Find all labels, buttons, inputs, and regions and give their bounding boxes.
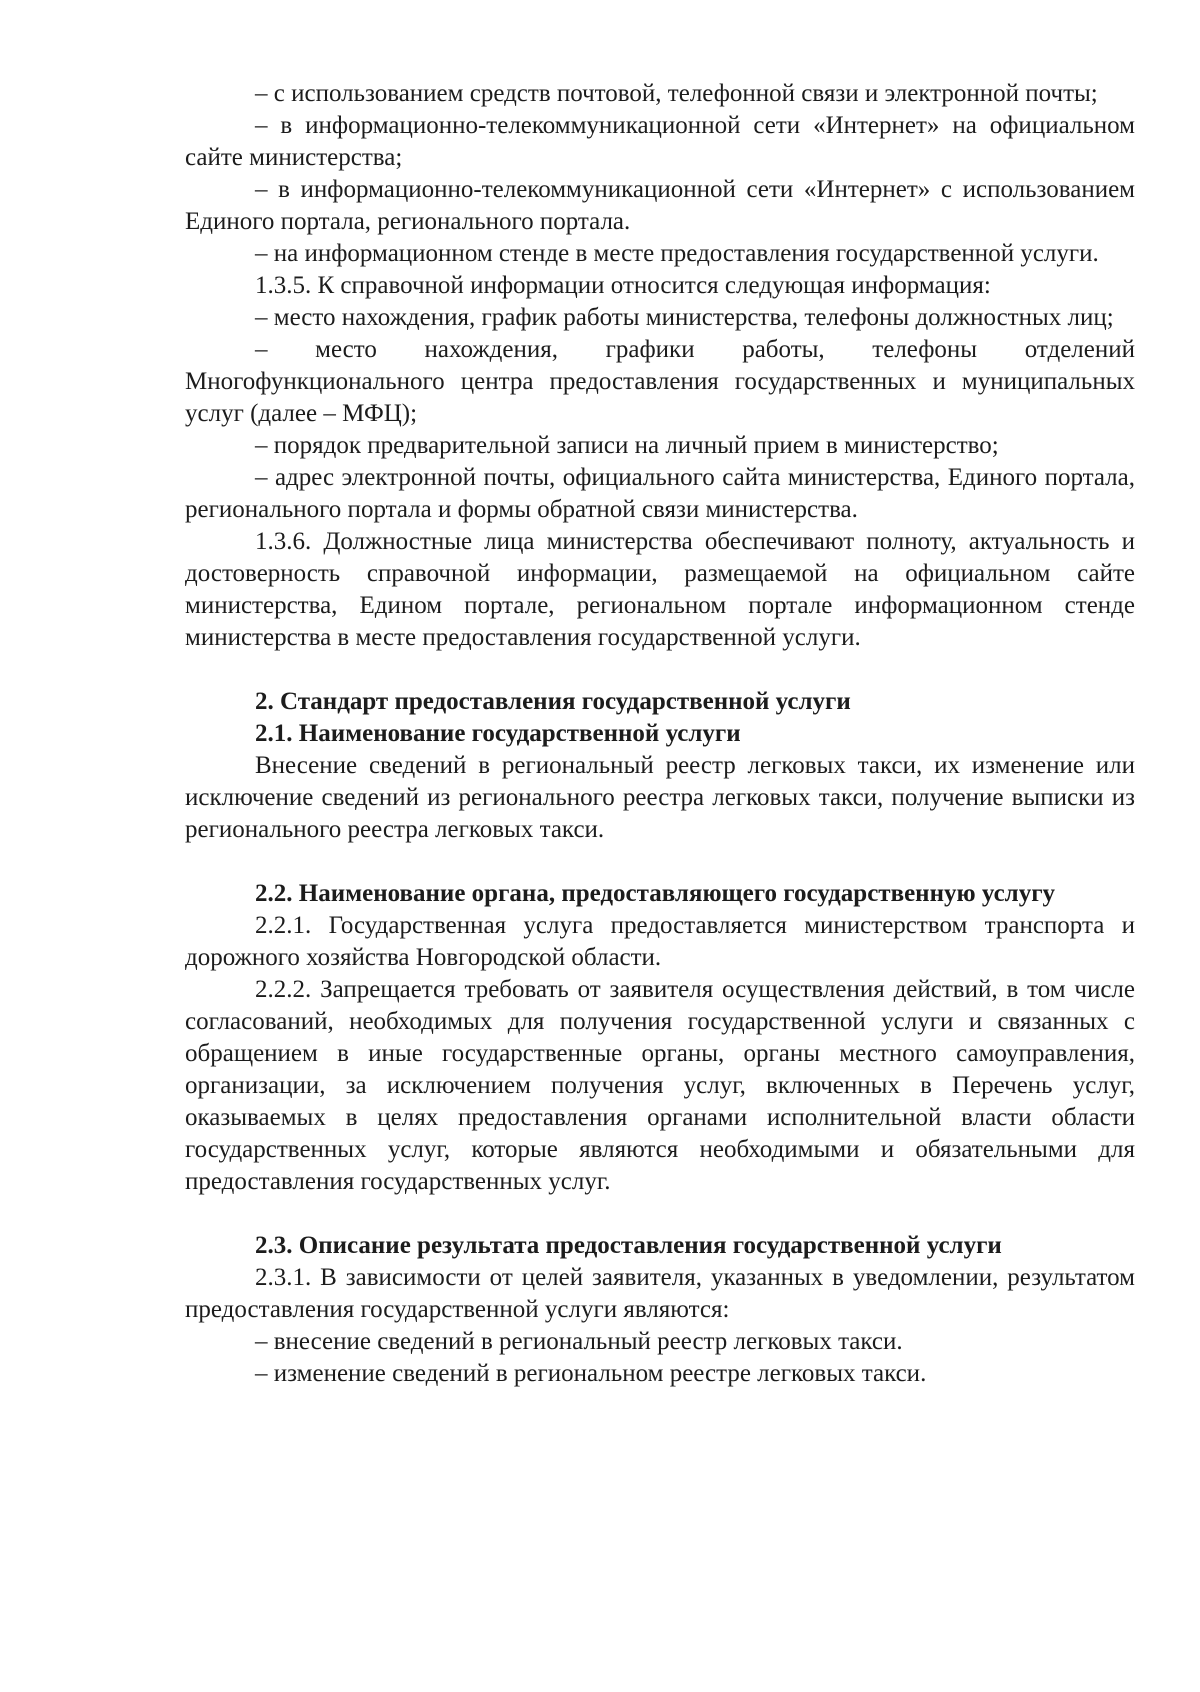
section-heading-2: 2. Стандарт предоставления государственной услуги (255, 688, 851, 715)
list-item: – место нахождения, графики работы, телефоны отделений Многофункционального центра предоставления государственных и муниципальных услуг (далее – МФЦ); (185, 336, 1135, 427)
spacer (185, 654, 1135, 686)
list-item: – внесение сведений в региональный реестр легковых такси. (255, 1328, 903, 1355)
service-name-paragraph: Внесение сведений в региональный реестр легковых такси, их изменение или исключение сведений из регионального реестра легковых такси, получение выписки из регионального реестра легковых такси. (185, 752, 1135, 843)
paragraph-2-3-1: 2.3.1. В зависимости от целей заявителя, указанных в уведомлении, результатом предоставления государственной услуги являются: (185, 1264, 1135, 1323)
paragraph-1-3-5: 1.3.5. К справочной информации относится следующая информация: (255, 272, 991, 299)
list-item: – изменение сведений в региональном реестре легковых такси. (255, 1360, 927, 1387)
subsection-heading-2-2: 2.2. Наименование органа, предоставляющего государственную услугу (255, 880, 1056, 907)
document-page (185, 78, 1135, 1390)
list-item: – место нахождения, график работы министерства, телефоны должностных лиц; (255, 304, 1114, 331)
list-item: – порядок предварительной записи на личный прием в министерство; (255, 432, 999, 459)
spacer (185, 846, 1135, 878)
paragraph-2-2-2: 2.2.2. Запрещается требовать от заявителя осуществления действий, в том числе согласований, необходимых для получения государственной услуги и связанных с обращением в иные государственные органы, органы местного самоуправления, организации, за исключением получения услуг, включенных в Перечень услуг, оказываемых в целях предоставления органами исполнительной власти области государственных услуг, которые являются необходимыми и обязательными для предоставления государственных услуг. (185, 976, 1135, 1195)
subsection-heading-2-3: 2.3. Описание результата предоставления государственной услуги (255, 1232, 1002, 1259)
subsection-heading-2-1: 2.1. Наименование государственной услуги (255, 720, 741, 747)
list-item: – в информационно-телекоммуникационной сети «Интернет» с использованием Единого портала, регионального портала. (185, 176, 1135, 235)
paragraph-2-2-1: 2.2.1. Государственная услуга предоставляется министерством транспорта и дорожного хозяйства Новгородской области. (185, 912, 1135, 971)
list-item: – с использованием средств почтовой, телефонной связи и электронной почты; (255, 80, 1098, 107)
list-item: – адрес электронной почты, официального сайта министерства, Единого портала, регионального портала и формы обратной связи министерства. (185, 464, 1135, 523)
list-item: – в информационно-телекоммуникационной сети «Интернет» на официальном сайте министерства; (185, 112, 1135, 171)
spacer (185, 1198, 1135, 1230)
list-item: – на информационном стенде в месте предоставления государственной услуги. (255, 240, 1099, 267)
paragraph-1-3-6: 1.3.6. Должностные лица министерства обеспечивают полноту, актуальность и достоверность справочной информации, размещаемой на официальном сайте министерства, Едином портале, региональном портале информационном стенде министерства в месте предоставления государственной услуги. (185, 528, 1135, 651)
